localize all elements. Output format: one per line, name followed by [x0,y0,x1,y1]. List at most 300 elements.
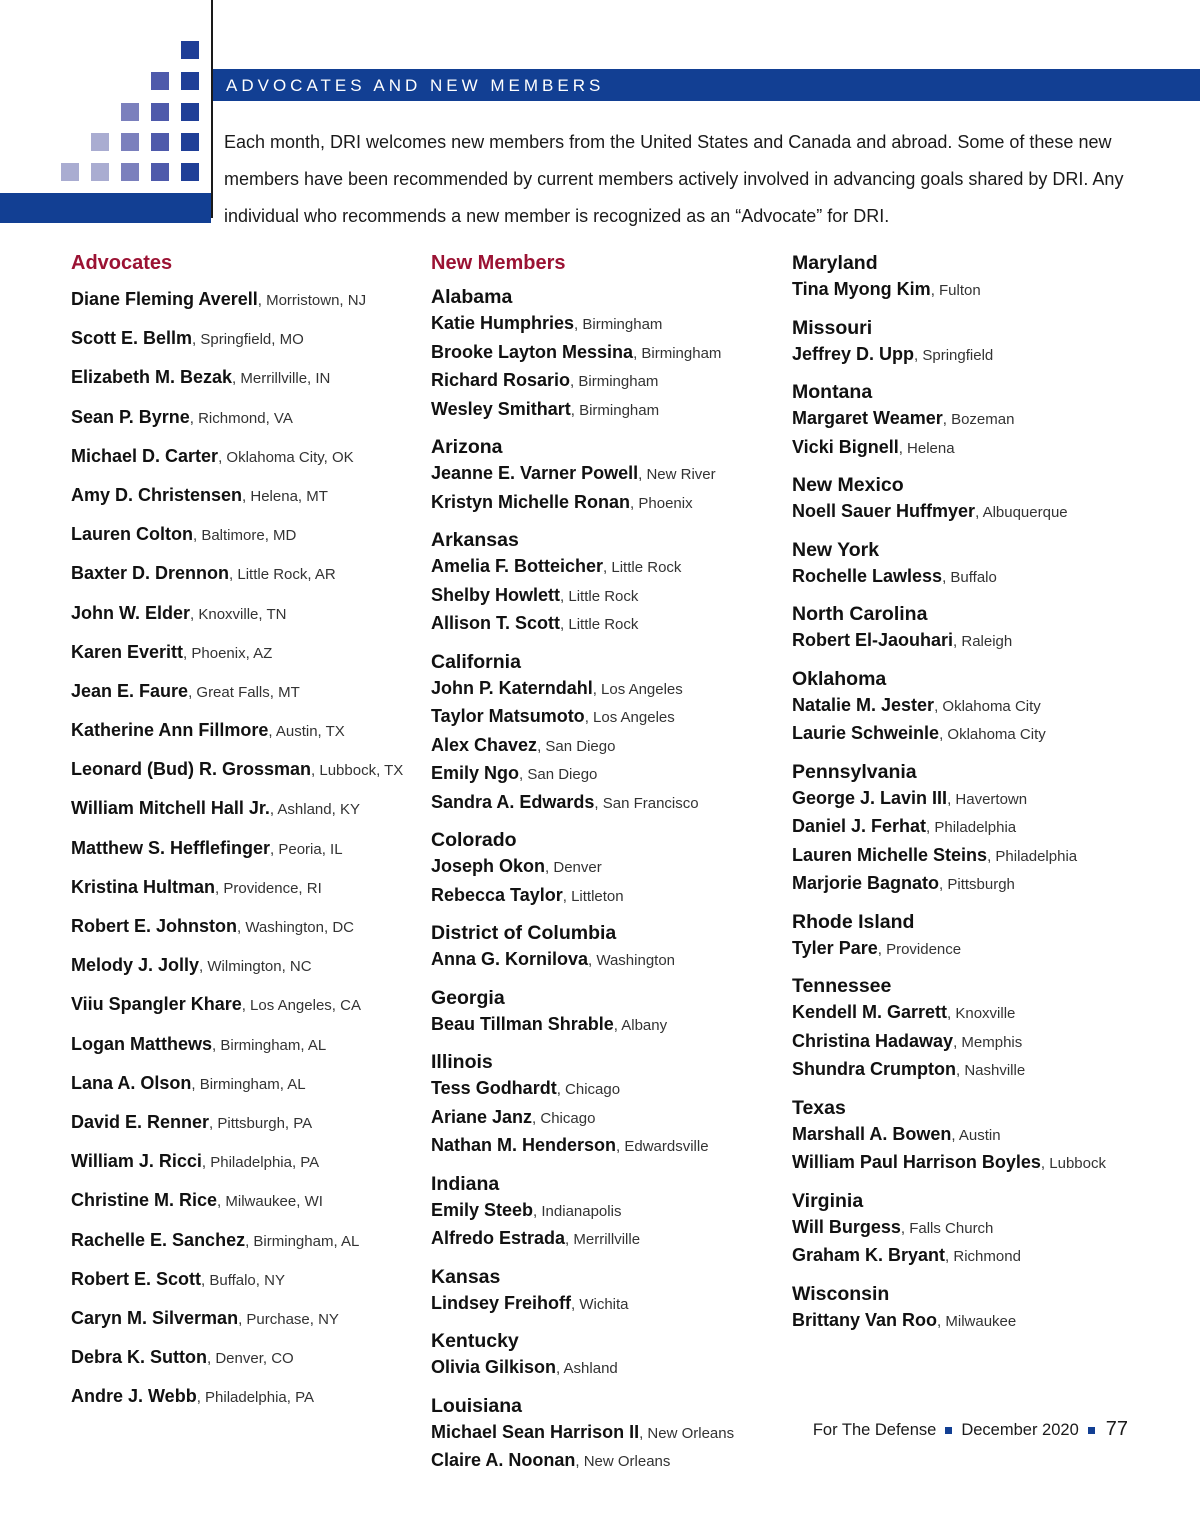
advocate-item [71,1266,421,1305]
member-location: , Lubbock [1040,1155,1106,1172]
member-name: Emily Ngo [431,763,520,783]
member-name: Vicki Bignell [792,436,899,457]
member-item [431,310,781,339]
member-location: , Littleton [562,887,624,905]
advocate-name: Lana A. Olson [71,1072,192,1093]
member-name: Emily Steeb [431,1199,534,1220]
advocate-name: Kristina Hultman [71,876,216,897]
decorative-square [181,72,199,90]
member-location: , San Francisco [594,794,699,812]
member-name: Allison T. Scott [431,613,561,633]
member-location: , Chicago [532,1109,596,1127]
member-name: Kendell M. Garrett [792,1002,948,1022]
member-name: Lindsey Freihoff [431,1292,572,1313]
advocate-item [71,521,421,560]
advocate-location: , Philadelphia, PA [201,1154,320,1172]
state-group [792,909,1192,964]
member-name: Joseph Okon [431,856,546,876]
member-item [792,935,1192,964]
advocate-item [71,1031,421,1070]
member-location: , Nashville [956,1062,1026,1079]
member-location: , Birmingham [633,344,722,362]
member-name: William Paul Harrison Boyles [792,1152,1041,1172]
advocate-item [71,913,421,952]
advocate-item [71,1148,421,1187]
state-group [792,1281,1192,1336]
member-name: Olivia Gilkison [431,1357,557,1377]
advocate-location: , Birmingham, AL [245,1232,360,1250]
advocate-item [71,678,421,717]
advocate-item [71,443,421,482]
member-location: , Indianapolis [533,1202,622,1220]
member-name: Brooke Layton Messina [431,341,634,362]
header-accent-bar [0,193,211,223]
advocate-location: , Philadelphia, PA [196,1389,314,1407]
member-item [431,1225,781,1254]
advocate-name: Debra K. Sutton [71,1347,208,1368]
member-location: , Birmingham [570,373,659,390]
advocate-item [71,639,421,678]
advocate-name: Baxter D. Drennon [71,563,230,584]
member-item [792,842,1192,871]
state-group [431,985,781,1040]
advocate-item [71,1109,421,1148]
advocate-name: Katherine Ann Fillmore [71,720,269,741]
advocate-item [71,1344,421,1383]
new-members-list-1 [431,284,781,1476]
state-heading: Kansas [431,1265,501,1288]
member-item [431,396,781,425]
member-name: Anna G. Kornilova [431,949,589,969]
advocate-item [71,756,421,795]
state-heading: New Mexico [792,474,904,496]
intro-text: Each month, DRI welcomes new members from the United States and Canada and abroad. Some of these new members have been recommended by current members actively involved in advancing goals shared by DRI. Any individual who recommends a new member is recognized as an “Advocate” for DRI. [224,132,1124,226]
member-location: , Phoenix [630,494,693,512]
member-item [431,553,781,582]
member-item [431,882,781,911]
member-name: Daniel J. Ferhat [792,816,927,836]
member-name: Jeffrey D. Upp [792,343,915,364]
member-location: , Oklahoma City [939,726,1046,743]
member-item [792,870,1192,899]
advocate-item [71,795,421,834]
state-group [792,537,1192,592]
decorative-square [91,133,109,151]
advocate-location: , Great Falls, MT [188,683,300,701]
member-item [431,946,781,975]
member-location: , Albuquerque [975,504,1068,521]
advocate-name: Michael D. Carter [71,445,219,466]
member-name: Laurie Schweinle [792,723,940,743]
member-item [431,1197,781,1226]
member-item [792,1028,1192,1057]
member-location: , Raleigh [953,633,1013,650]
advocate-location: , Springfield, MO [192,331,304,349]
advocate-item [71,364,421,403]
member-name: Tyler Pare [792,937,878,958]
member-item [792,692,1192,721]
member-name: Beau Tillman Shrable [431,1013,614,1034]
member-name: Jeanne E. Varner Powell [431,463,639,483]
member-item [431,675,781,704]
member-item [792,563,1192,592]
member-name: Wesley Smithart [431,398,571,419]
advocate-name: William Mitchell Hall Jr. [71,798,270,819]
decorative-square [61,163,79,181]
state-heading: District of Columbia [431,922,617,944]
member-name: Graham K. Bryant [792,1245,946,1265]
advocate-name: Logan Matthews [71,1033,213,1054]
advocate-location: , Little Rock, AR [229,566,336,584]
advocate-item [71,600,421,639]
decorative-square [91,163,109,181]
footer-bullet [1088,1427,1095,1434]
state-group [792,759,1192,899]
member-name: Shundra Crumpton [792,1059,956,1079]
state-heading: North Carolina [792,603,928,625]
member-item [431,460,781,489]
member-location: , Helena [898,439,955,457]
member-location: , Pittsburgh [939,876,1015,893]
member-name: Christina Hadaway [792,1030,954,1051]
advocate-name: Melody J. Jolly [71,955,200,976]
advocate-location: , Richmond, VA [189,409,293,427]
state-group [431,434,781,517]
state-group [431,649,781,818]
section-title: ADVOCATES AND NEW MEMBERS [226,76,605,95]
member-item [792,785,1192,814]
state-heading: Rhode Island [792,910,915,933]
member-item [431,853,781,882]
header-divider-line [211,0,213,218]
member-item [431,760,781,789]
member-name: George J. Lavin III [792,787,948,808]
advocate-location: , Baltimore, MD [193,527,297,545]
page-number: 77 [1105,1418,1128,1440]
state-heading: Montana [792,381,873,403]
member-location: , Austin [951,1126,1001,1144]
advocate-item [71,835,421,874]
member-item [792,1149,1192,1178]
member-location: , Los Angeles [584,709,675,726]
member-location: , Little Rock [603,559,682,576]
state-group [792,315,1192,370]
member-location: , Milwaukee [937,1312,1017,1330]
member-location: , Little Rock [560,616,639,633]
member-item [792,627,1192,656]
advocate-item [71,1383,421,1422]
advocate-location: , Milwaukee, WI [217,1193,323,1211]
member-item [431,367,781,396]
decorative-square [151,72,169,90]
member-item [431,1447,781,1476]
member-name: Marshall A. Bowen [792,1123,952,1144]
state-group [431,1171,781,1254]
state-group [792,250,1192,305]
decorative-square [181,41,199,59]
state-heading: Arkansas [431,529,519,551]
member-location: , Knoxville [947,1005,1016,1022]
advocate-item [71,286,421,325]
member-name: Sandra A. Edwards [431,791,595,812]
state-heading: Kentucky [431,1330,519,1352]
member-item [792,813,1192,842]
member-item [431,703,781,732]
member-location: , Birmingham [570,401,660,419]
section-header [213,69,1200,101]
state-group [792,973,1192,1085]
decorative-square [181,133,199,151]
advocate-location: , Pittsburgh, PA [209,1114,313,1132]
member-name: Shelby Howlett [431,584,561,605]
state-heading: Louisiana [431,1394,523,1417]
advocate-location: , Lubbock, TX [311,762,404,780]
state-group [431,1264,781,1319]
advocate-name: Rachelle E. Sanchez [71,1229,246,1250]
state-heading: California [431,650,521,673]
member-location: , Edwardsville [616,1138,709,1155]
state-heading: Indiana [431,1172,500,1195]
advocate-location: , Providence, RI [215,879,322,897]
member-location: , Chicago [556,1081,621,1098]
decorative-square [151,133,169,151]
state-heading: Tennessee [792,975,892,997]
member-item [431,610,781,639]
member-name: Lauren Michelle Steins [792,844,988,865]
member-name: Rochelle Lawless [792,565,943,586]
page-footer [813,1418,1128,1441]
advocate-item [71,1305,421,1344]
member-location: , Ashland [556,1360,618,1377]
member-location: , Albany [613,1016,668,1034]
advocate-location: , Peoria, IL [270,840,343,858]
advocate-name: Jean E. Faure [71,680,189,701]
member-name: Kristyn Michelle Ronan [431,491,631,512]
member-name: Nathan M. Henderson [431,1135,617,1155]
member-item [792,1056,1192,1085]
advocate-item [71,952,421,991]
advocate-location: , Birmingham, AL [191,1075,306,1093]
advocate-location: , Austin, TX [268,723,345,741]
member-location: , New River [638,466,716,483]
advocate-item [71,1227,421,1266]
member-item [431,1419,781,1448]
member-location: , Fulton [930,282,981,299]
member-location: , Bozeman [942,411,1015,428]
member-name: Tess Godhardt [431,1078,557,1098]
advocate-item [71,560,421,599]
state-heading: New York [792,538,880,561]
member-location: , Memphis [953,1033,1023,1051]
member-location: , New Orleans [575,1453,671,1470]
member-item [431,732,781,761]
advocate-name: William J. Ricci [71,1151,202,1172]
advocate-name: Sean P. Byrne [71,406,190,427]
state-group [792,379,1192,462]
new-members-column-2 [792,250,1192,1335]
member-item [431,1075,781,1104]
member-item [431,1011,781,1040]
member-location: , San Diego [537,737,616,755]
member-name: Robert El-Jaouhari [792,630,954,650]
member-name: Alfredo Estrada [431,1228,566,1248]
member-location: , Denver [545,859,602,876]
advocate-name: Diane Fleming Averell [71,289,258,309]
member-item [792,405,1192,434]
member-item [431,1290,781,1319]
advocate-location: , Phoenix, AZ [183,644,273,662]
member-name: John P. Katerndahl [431,677,593,698]
member-item [431,339,781,368]
member-name: Richard Rosario [431,370,571,390]
state-heading: Pennsylvania [792,760,917,783]
member-location: , Washington [588,952,676,969]
state-group [431,1328,781,1383]
advocates-column [71,250,421,1422]
advocate-name: Christine M. Rice [71,1190,218,1211]
advocate-name: Elizabeth M. Bezak [71,367,233,388]
advocates-heading: Advocates [71,252,173,274]
state-group [431,1049,781,1161]
state-group [792,1188,1192,1271]
member-name: Will Burgess [792,1216,901,1237]
member-location: , Havertown [947,790,1028,808]
state-group [431,527,781,639]
state-heading: Alabama [431,286,513,308]
advocate-name: Leonard (Bud) R. Grossman [71,759,312,780]
advocate-name: Viiu Spangler Khare [71,994,242,1015]
advocate-item [71,1070,421,1109]
member-name: Brittany Van Roo [792,1309,938,1330]
member-name: Ariane Janz [431,1106,533,1127]
publication-name: For The Defense [812,1421,937,1439]
member-name: Taylor Matsumoto [431,706,585,726]
member-item [792,498,1192,527]
advocate-location: , Birmingham, AL [212,1036,327,1054]
advocate-name: Andre J. Webb [71,1386,197,1407]
member-name: Claire A. Noonan [431,1450,576,1470]
member-item [792,276,1192,305]
member-name: Michael Sean Harrison II [431,1421,640,1442]
advocate-location: , Ashland, KY [269,801,360,819]
member-location: , Wichita [571,1295,629,1313]
member-name: Alex Chavez [431,734,538,755]
decorative-square [121,163,139,181]
advocate-name: David E. Renner [71,1111,210,1132]
member-item [431,1354,781,1383]
advocate-item [71,874,421,913]
decorative-square [181,163,199,181]
advocate-location: , Merrillville, IN [232,370,331,388]
state-heading: Virginia [792,1189,864,1212]
member-item [792,341,1192,370]
member-location: , Little Rock [560,587,639,605]
decorative-square [121,103,139,121]
state-group [792,601,1192,656]
advocate-name: Karen Everitt [71,641,184,662]
member-item [792,720,1192,749]
state-heading: Colorado [431,829,517,851]
member-location: , Merrillville [565,1231,641,1248]
member-location: , Buffalo [942,568,997,586]
member-item [431,789,781,818]
member-item [431,1104,781,1133]
state-group [431,1393,781,1476]
state-group [792,472,1192,527]
state-heading: Maryland [792,252,878,274]
member-location: , Oklahoma City [934,697,1041,715]
member-location: , Birmingham [574,316,663,333]
member-location: , Philadelphia [987,847,1078,865]
advocate-location: , Los Angeles, CA [241,997,361,1015]
advocate-name: Scott E. Bellm [71,328,193,349]
issue-date: December 2020 [961,1421,1079,1439]
state-group [431,284,781,424]
advocate-item [71,1187,421,1226]
state-group [431,920,781,975]
advocate-name: Matthew S. Hefflefinger [71,837,271,858]
member-location: , San Diego [519,766,598,783]
advocate-location: , Wilmington, NC [199,958,312,976]
decorative-square [151,163,169,181]
member-name: Katie Humphries [431,313,575,333]
advocate-location: , Knoxville, TN [190,605,287,623]
member-name: Margaret Weamer [792,408,943,428]
state-group [792,666,1192,749]
intro-paragraph [224,124,1184,235]
member-item [431,489,781,518]
member-name: Marjorie Bagnato [792,873,940,893]
member-name: Rebecca Taylor [431,884,563,905]
footer-bullet [945,1427,952,1434]
member-location: , Providence [877,940,962,958]
advocate-location: , Denver, CO [207,1350,294,1368]
advocate-name: John W. Elder [71,602,191,623]
advocates-list [71,286,421,1422]
member-item [792,1214,1192,1243]
member-location: , New Orleans [639,1424,735,1442]
decorative-square [181,103,199,121]
advocate-name: Robert E. Scott [71,1268,202,1289]
member-item [792,1121,1192,1150]
advocate-location: , Morristown, NJ [257,292,367,309]
advocate-item [71,482,421,521]
state-heading: Georgia [431,986,505,1009]
member-location: , Los Angeles [592,680,683,698]
state-heading: Oklahoma [792,667,887,690]
member-name: Amelia F. Botteicher [431,556,604,576]
state-group [431,827,781,910]
new-members-heading: New Members [431,252,566,274]
state-heading: Illinois [431,1051,493,1073]
state-group [792,1095,1192,1178]
advocate-item [71,717,421,756]
member-name: Tina Myong Kim [792,279,931,299]
member-item [431,1132,781,1161]
advocate-name: Lauren Colton [71,524,193,545]
member-item [792,999,1192,1028]
member-item [431,582,781,611]
advocate-location: , Washington, DC [237,919,354,936]
state-heading: Wisconsin [792,1282,890,1305]
advocate-name: Amy D. Christensen [71,484,243,505]
member-item [792,434,1192,463]
advocate-name: Caryn M. Silverman [71,1307,239,1328]
advocate-name: Robert E. Johnston [71,916,237,936]
member-name: Noell Sauer Huffmyer [792,501,976,521]
state-heading: Missouri [792,316,873,339]
member-item [792,1307,1192,1336]
